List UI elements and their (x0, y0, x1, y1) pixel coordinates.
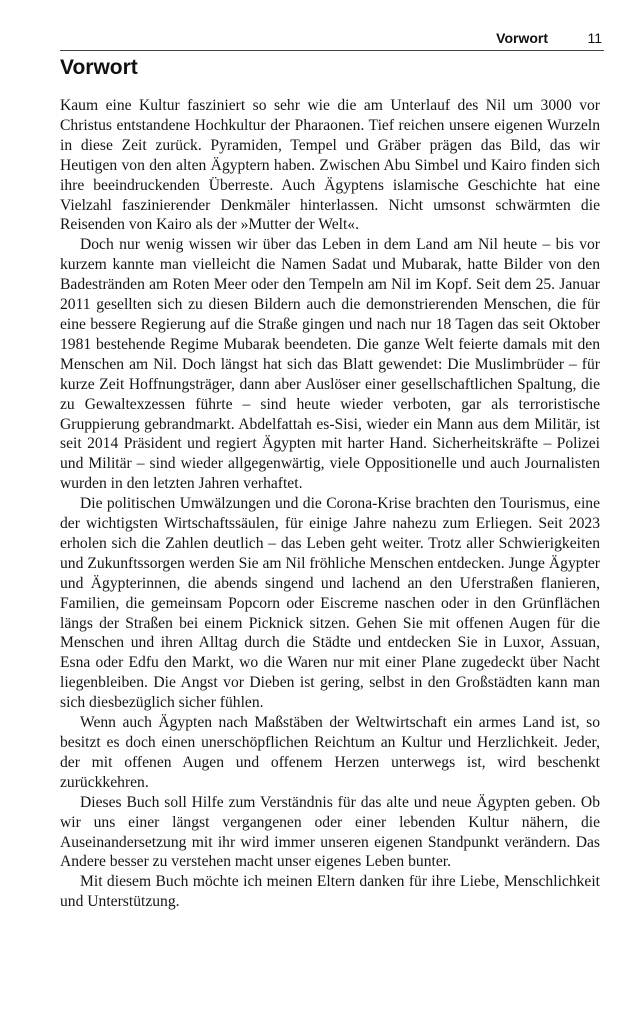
paragraph-1: Kaum eine Kultur fasziniert so sehr wie die am Unterlauf des Nil um 3000 vor Christus entstandene Hochkultur der Pharaonen. Tief reichen unsere eigenen Wurzeln in diese Zeit zurück. Pyramiden, Tempel und Gräber prägen das Bild, das wir Heutigen von den alten Ägyptern haben. Zwischen Abu Simbel und Kairo finden sich ihre beeindruckenden Überreste. Auch Ägyptens islamische Geschichte hat eine Vielzahl faszinierender Denkmäler hinterlassen. Nicht umsonst schwärmten die Reisenden von Kairo als der »Mutter der Welt«. (60, 97, 600, 234)
paragraph-6: Mit diesem Buch möchte ich meinen Eltern danken für ihre Liebe, Menschlichkeit und Unterstützung. (60, 873, 600, 911)
paragraph-4: Wenn auch Ägypten nach Maßstäben der Weltwirtschaft ein armes Land ist, so besitzt es doch einen unerschöpflichen Reichtum an Kultur und Herzlichkeit. Jeder, der mit offenen Augen und offenem Herzen unterwegs ist, wird beschenkt zurückkehren. (60, 714, 600, 791)
page-number: 11 (587, 30, 602, 46)
paragraph-3: Die politischen Umwälzungen und die Corona-Krise brachten den Tourismus, eine der wichtigsten Wirtschaftssäulen, für einige Jahre nahezu zum Erliegen. Seit 2023 erholen sich die Zahlen deutlich – das Leben geht weiter. Trotz aller Schwierigkeiten und Zukunftssorgen werden Sie am Nil fröhliche Menschen entdecken. Junge Ägypter und Ägypterinnen, die abends singend und lachend an den Uferstraßen flanieren, Familien, die gemeinsam Popcorn oder Eiscreme naschen oder in den Grünflächen längs der Straßen bei einem Picknick sitzen. Gehen Sie mit offenen Augen für die Menschen und ihren Alltag durch die Städte und entdecken Sie in Luxor, Assuan, Esna oder Edfu den Markt, wo die Waren nur mit einer Plane zugedeckt über Nacht liegenbleiben. Die Angst vor Dieben ist gering, selbst in den Großstädten kann man sich diesbezüglich sicher fühlen. (60, 495, 600, 712)
body-text (60, 96, 600, 912)
paragraph-5: Dieses Buch soll Hilfe zum Verständnis für das alte und neue Ägypten geben. Ob wir uns einer längst vergangenen oder einer lebenden Kultur nähern, die Auseinandersetzung mit ihr wird immer unseren eigenen Standpunkt verändern. Das Andere besser zu verstehen macht unser eigenes Leben bunter. (60, 793, 600, 871)
running-header-title: Vorwort (496, 30, 548, 46)
chapter-title: Vorwort (60, 56, 138, 79)
running-header (60, 26, 604, 51)
paragraph-2: Doch nur wenig wissen wir über das Leben in dem Land am Nil heute – bis vor kurzem kannte man vielleicht die Namen Sadat und Mubarak, hatte Bilder von den Badestränden am Roten Meer oder den Tempeln am Nil im Kopf. Seit dem 25. Januar 2011 gesellten sich zu diesen Bildern auch die demonstrierenden Menschen, die für eine bessere Regierung auf die Straße gingen und nach nur 18 Tagen das seit Oktober 1981 bestehende Regime Mubarak beendeten. Die ganze Welt feierte damals mit den Menschen am Nil. Doch längst hat sich das Blatt gewendet: Die Muslimbrüder – für kurze Zeit Hoffnungsträger, dann aber Auslöser einer gesellschaftlichen Spaltung, die zu Gewaltexzessen führte – sind heute wieder verboten, gar als terroristische Gruppierung gebrandmarkt. Abdelfattah es-Sisi, wieder ein Mann aus dem Militär, ist seit 2014 Präsident und regiert Ägypten mit harter Hand. Sicherheitskräfte – Polizei und Militär – sind wieder allgegenwärtig, viele Oppositionelle und auch Journalisten wurden in den letzten Jahren verhaftet. (60, 236, 600, 493)
